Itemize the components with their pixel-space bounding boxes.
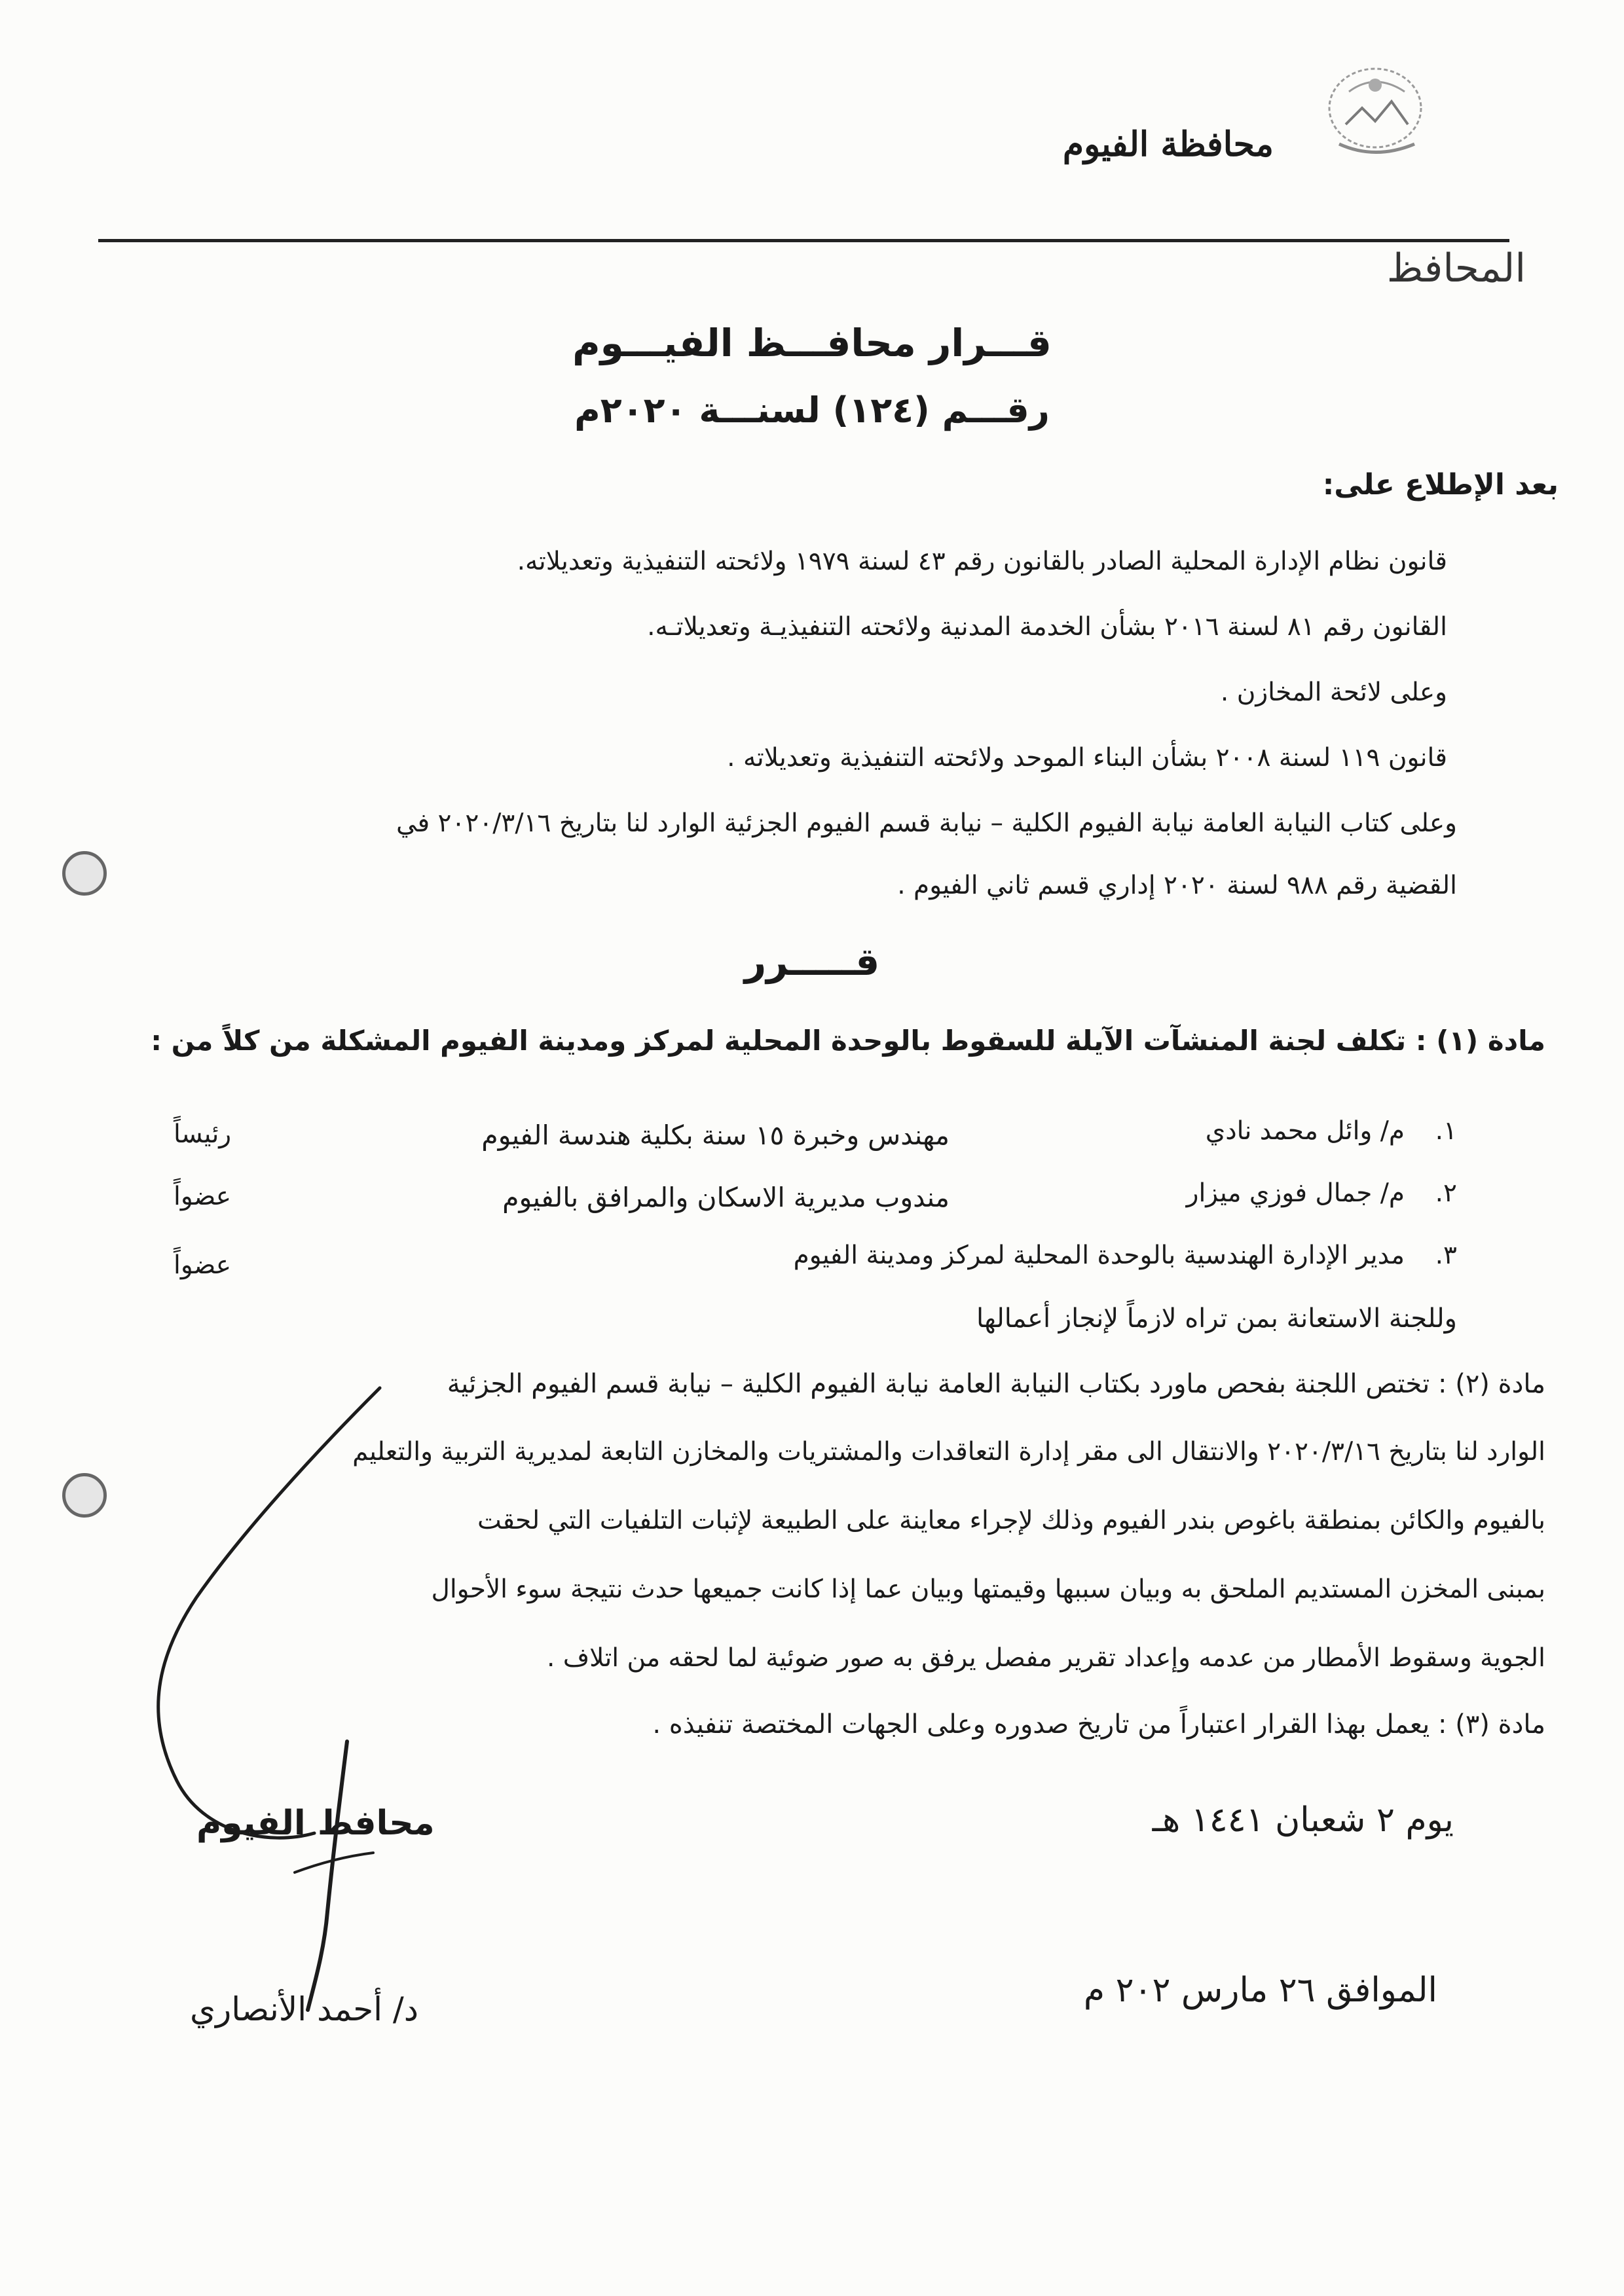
signature-title: محافظ الفيوم xyxy=(196,1804,435,1843)
governorate-name: محافظة الفيوم xyxy=(1062,124,1274,164)
hijri-date: يوم ٢ شعبان ١٤٤١ هـ xyxy=(1152,1800,1454,1840)
member-title: مهندس وخبرة ١٥ سنة بكلية هندسة الفيوم xyxy=(481,1120,950,1151)
office-label: المحافظ xyxy=(1386,246,1526,291)
member-name: م/ جمال فوزي ميزار xyxy=(1186,1178,1405,1208)
member-name: مدير الإدارة الهندسية بالوحدة المحلية لمركز ومدينة الفيوم xyxy=(793,1241,1405,1270)
preamble-intro: بعد الإطلاع على: xyxy=(1322,468,1559,501)
preamble-paragraph: قانون ١١٩ لسنة ٢٠٠٨ بشأن البناء الموحد ولائحته التنفيذية وتعديلاته . xyxy=(727,743,1447,773)
article-2-line: بمبنى المخزن المستديم الملحق به وبيان سببها وقيمتها وبيان عما إذا كانت جميعها حدث نتيجة سوء الأحوال xyxy=(431,1575,1545,1604)
punch-hole xyxy=(62,851,107,896)
preamble-paragraph: القضية رقم ٩٨٨ لسنة ٢٠٢٠ إداري قسم ثاني الفيوم . xyxy=(897,871,1457,900)
article-2-line: الوارد لنا بتاريخ ٢٠٢٠/٣/١٦ والانتقال الى مقر إدارة التعاقدات والمشتريات والمخازن التابعة لمديرية التربية والتعليم xyxy=(352,1437,1545,1467)
member-number: ٣. xyxy=(1435,1241,1457,1270)
preamble-paragraph: قانون نظام الإدارة المحلية الصادر بالقانون رقم ٤٣ لسنة ١٩٧٩ ولائحته التنفيذية وتعديلاته. xyxy=(517,547,1447,576)
gregorian-date: الموافق ٢٦ مارس ٢٠٢ م xyxy=(1083,1971,1437,2010)
handwritten-signature xyxy=(98,1375,426,2030)
member-role: رئيساً xyxy=(174,1120,232,1149)
decision-title: قـــرار محافـــظ الفيـــوم xyxy=(572,321,1052,365)
member-name: م/ وائل محمد نادي xyxy=(1205,1116,1405,1146)
preamble-paragraph: وعلى لائحة المخازن . xyxy=(1220,678,1447,707)
preamble-paragraph: القانون رقم ٨١ لسنة ٢٠١٦ بشأن الخدمة المدنية ولائحته التنفيذيـة وتعديلاتـه. xyxy=(647,612,1447,642)
decided-heading: قـــــرر xyxy=(744,939,880,984)
member-role: عضواً xyxy=(174,1250,232,1280)
article-2-line: مادة (٢) : تختص اللجنة بفحص ماورد بكتاب النيابة العامة نيابة الفيوم الكلية – نيابة قسم الفيوم الجزئية xyxy=(447,1369,1545,1399)
preamble-paragraph: وعلى كتاب النيابة العامة نيابة الفيوم الكلية – نيابة قسم الفيوم الجزئية الوارد لنا بتاريخ ٢٠٢٠/٣/١٦ في xyxy=(396,809,1457,838)
decision-number: رقـــم (١٢٤) لسنـــة ٢٠٢٠م xyxy=(574,390,1050,431)
member-title: مندوب مديرية الاسكان والمرافق بالفيوم xyxy=(502,1182,950,1213)
member-number: ١. xyxy=(1435,1116,1457,1146)
header-divider xyxy=(98,239,1509,242)
article-3-text: مادة (٣) : يعمل بهذا القرار اعتباراً من تاريخ صدوره وعلى الجهات المختصة تنفيذه . xyxy=(652,1709,1545,1740)
signature-name: د/ أحمد الأنصاري xyxy=(190,1990,419,2028)
article-1-footer: وللجنة الاستعانة بمن تراه لازماً لإنجاز أعمالها xyxy=(976,1303,1457,1334)
member-role: عضواً xyxy=(174,1182,232,1211)
member-number: ٢. xyxy=(1435,1178,1457,1208)
governorate-seal-logo xyxy=(1310,46,1441,177)
article-2-line: بالفيوم والكائن بمنطقة باغوص بندر الفيوم وذلك لإجراء معاينة على الطبيعة لإثبات التلفيات التي لحقت xyxy=(477,1506,1545,1535)
article-2-line: الجوية وسقوط الأمطار من عدمه وإعداد تقرير مفصل يرفق به صور ضوئية لما لحقه من اتلاف . xyxy=(546,1643,1545,1673)
article-1-text: مادة (١) : تكلف لجنة المنشآت الآيلة للسقوط بالوحدة المحلية لمركز ومدينة الفيوم المشكلة من كلاً من : xyxy=(151,1025,1545,1057)
